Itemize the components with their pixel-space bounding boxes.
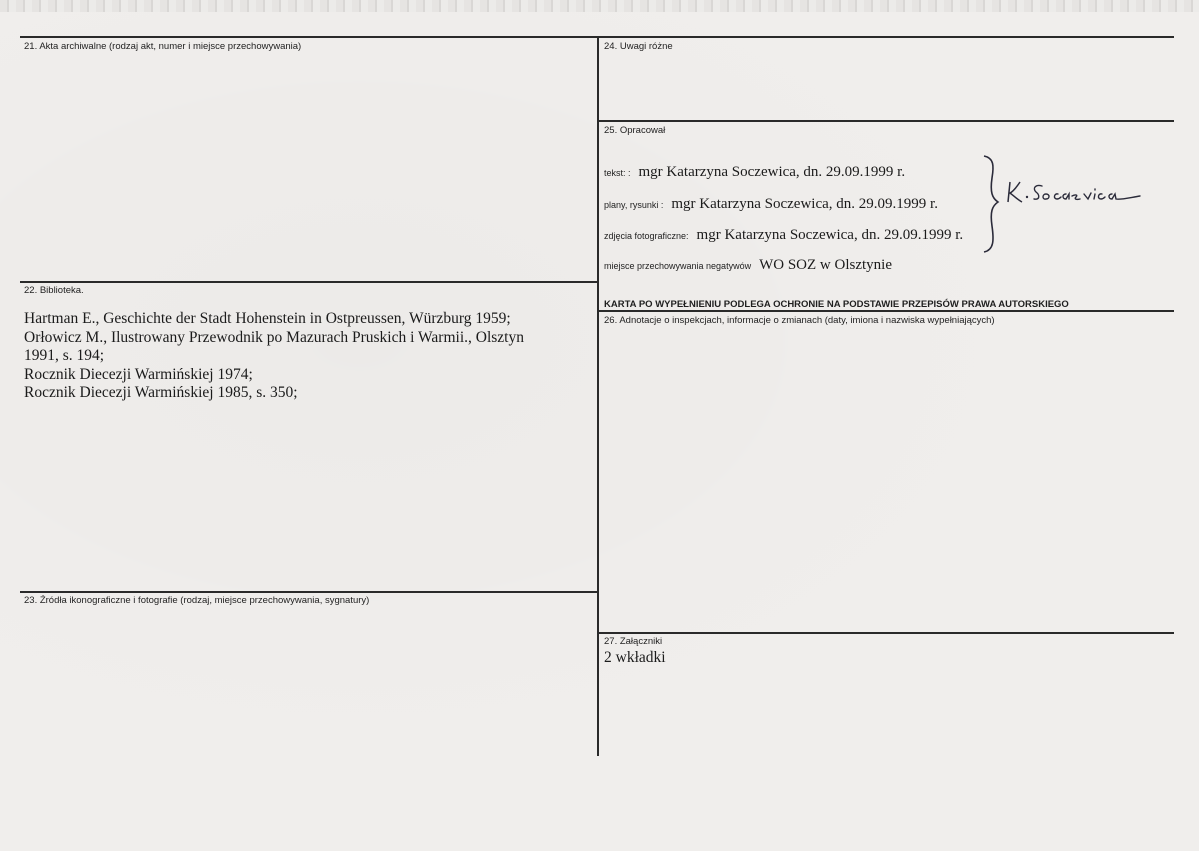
rule-25-26 — [598, 310, 1174, 312]
zdjecia-value: mgr Katarzyna Soczewica, dn. 29.09.1999 r. — [696, 227, 964, 243]
zdjecia-label: zdjęcia fotograficzne: — [604, 231, 689, 241]
copyright-notice: KARTA PO WYPEŁNIENIU PODLEGA OCHRONIE NA PODSTAWIE PRZEPISÓW PRAWA AUTORSKIEGO — [604, 299, 1069, 310]
section-24-label: 24. Uwagi różne — [604, 41, 673, 52]
section-25-label: 25. Opracował — [604, 125, 666, 136]
zdjecia-row — [604, 226, 963, 244]
plany-row — [604, 195, 938, 213]
negatywy-label: miejsce przechowywania negatywów — [604, 261, 752, 271]
bibliography-entry: Orłowicz M., Ilustrowany Przewodnik po Mazurach Pruskich i Warmii., Olsztyn — [24, 328, 524, 346]
section-21-label: 21. Akta archiwalne (rodzaj akt, numer i miejsce przechowywania) — [24, 41, 302, 52]
bibliography-list — [24, 310, 584, 403]
signature-icon — [980, 152, 1160, 262]
rule-21-22 — [20, 281, 598, 283]
section-26-label: 26. Adnotacje o inspekcjach, informacje o zmianach (daty, imiona i nazwiska wypełniających) — [604, 315, 995, 326]
negatywy-row — [604, 256, 892, 274]
bibliography-entry: 1991, s. 194; — [24, 347, 105, 364]
rule-24-25 — [598, 120, 1174, 122]
tekst-row — [604, 163, 905, 181]
section-22-label: 22. Biblioteka. — [24, 285, 84, 296]
plany-value: mgr Katarzyna Soczewica, dn. 29.09.1999 r. — [671, 196, 938, 212]
attachments-value: 2 wkładki — [604, 649, 666, 666]
bibliography-entry: Hartman E., Geschichte der Stadt Hohenstein in Ostpreussen, Würzburg 1959; — [24, 310, 511, 327]
plany-label: plany, rysunki : — [604, 200, 664, 210]
tekst-label: tekst: : — [604, 168, 631, 178]
rule-22-23 — [20, 591, 598, 593]
center-divider — [597, 36, 599, 756]
tekst-value: mgr Katarzyna Soczewica, dn. 29.09.1999 r. — [638, 164, 906, 180]
paper-top-edge — [0, 0, 1199, 12]
section-27-label: 27. Załączniki — [604, 636, 663, 647]
negatywy-value: WO SOZ w Olsztynie — [759, 257, 892, 273]
bibliography-entry: Rocznik Diecezji Warmińskiej 1985, s. 350; — [24, 384, 298, 401]
bibliography-entry: Rocznik Diecezji Warmińskiej 1974; — [24, 365, 253, 383]
rule-26-27 — [598, 632, 1174, 634]
section-23-label: 23. Źródła ikonograficzne i fotografie (rodzaj, miejsce przechowywania, sygnatury) — [24, 595, 370, 606]
